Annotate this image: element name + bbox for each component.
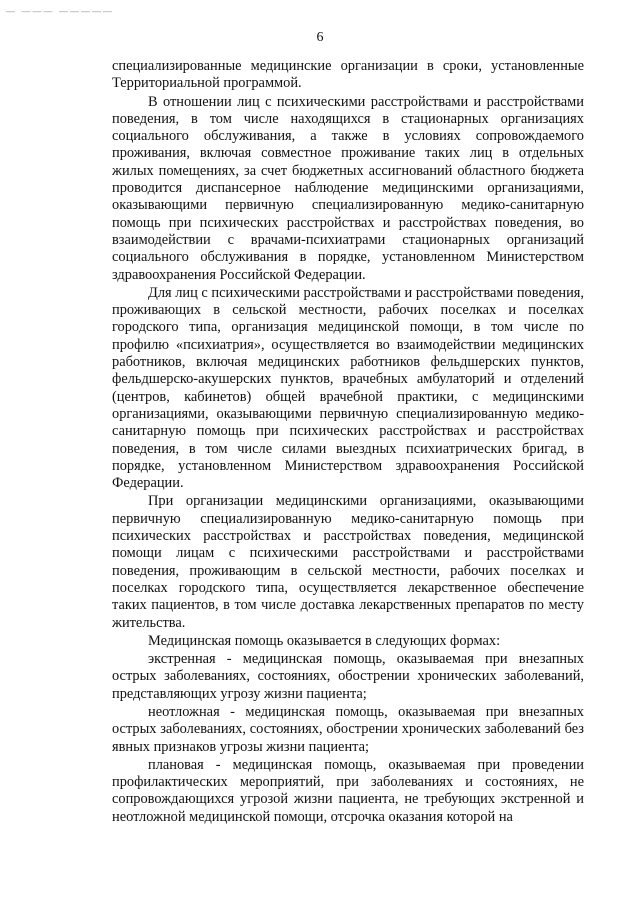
- paragraph-drug-provision: При организации медицинскими организациями, оказывающими первичную специализированную медико-санитарную помощь при психических расстройствах и расстройствах поведения, медицинской помощи лицам с психическими расстройствами и расстройствами поведения, проживающим в сельской местности, рабочих поселках и поселках городского типа, осуществляется лекарственное обеспечение таких пациентов, в том числе доставка лекарственных препаратов по месту жительства.: [112, 493, 584, 631]
- paragraph-rural-psychiatric-care: Для лиц с психическими расстройствами и расстройствами поведения, проживающих в сельской местности, рабочих поселках и поселках городского типа, организация медицинской помощи, в том числе по профилю «психиатрия», осуществляется во взаимодействии медицинских работников, включая медицинских работников фельдшерских пунктов, фельдшерско-акушерских пунктов, врачебных амбулаторий и отделений (центров, кабинетов) общей врачебной практики, с медицинскими организациями, оказывающими первичную специализированную медико-санитарную помощь при психических расстройствах и расстройствах поведения, в том числе силами выездных психиатрических бригад, в порядке, установленном Министерством здравоохранения Российской Федерации.: [112, 284, 584, 492]
- scan-edge-marks: — ——— —————: [6, 6, 115, 16]
- paragraph-urgent-care: неотложная - медицинская помощь, оказываемая при внезапных острых заболеваниях, состояниях, обострении хронических заболеваний без явных признаков угрозы жизни пациента;: [112, 703, 584, 755]
- paragraph-dispensary-observation: В отношении лиц с психическими расстройствами и расстройствами поведения, в том числе находящихся в стационарных организациях социального обслуживания, а также в условиях сопровождаемого проживания, включая совместное проживание таких лиц в отдельных жилых помещениях, за счет бюджетных ассигнований областного бюджета проводится диспансерное наблюдение медицинскими организациями, оказывающими первичную специализированную медико-санитарную помощь при психических расстройствах и расстройствах поведения, во взаимодействии с врачами-психиатрами стационарных организаций социального обслуживания в порядке, установленном Министерством здравоохранения Российской Федерации.: [112, 93, 584, 283]
- page-number: 6: [316, 30, 324, 45]
- paragraph-emergency-care: экстренная - медицинская помощь, оказываемая при внезапных острых заболеваниях, состояниях, обострении хронических заболеваний, представляющих угрозу жизни пациента;: [112, 651, 584, 702]
- document-body: [112, 58, 584, 827]
- paragraph-continuation: специализированные медицинские организации в сроки, установленные Территориальной программой.: [112, 58, 584, 92]
- paragraph-planned-care: плановая - медицинская помощь, оказываемая при проведении профилактических мероприятий, при заболеваниях и состояниях, не сопровождающихся угрозой жизни пациента, не требующих экстренной и неотложной медицинской помощи, отсрочка оказания которой на: [112, 756, 584, 825]
- paragraph-care-forms-intro: Медицинская помощь оказывается в следующих формах:: [148, 632, 501, 649]
